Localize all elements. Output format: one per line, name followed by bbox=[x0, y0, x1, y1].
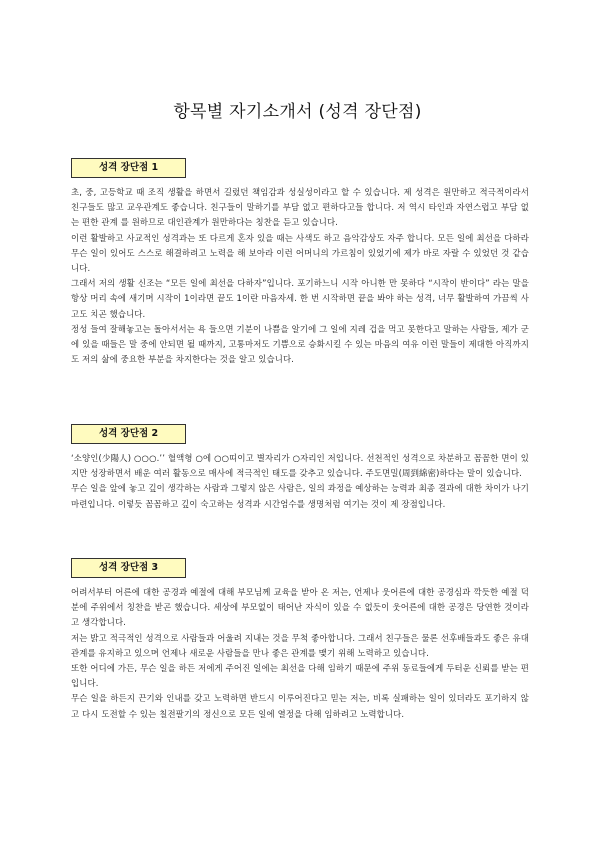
section-header-3: 성격 장단점 3 bbox=[71, 558, 186, 578]
section-body-2 bbox=[71, 451, 529, 512]
paragraph: 저는 밝고 적극적인 성격으로 사람들과 어울려 지내는 것을 무척 좋아합니다. 그래서 친구들은 물론 선후배들과도 좋은 유대관계를 유지하고 있으며 언제나 새로운 사람들을 만나 좋은 관계를 맺기 위해 노력하고 있습니다. bbox=[71, 632, 529, 658]
paragraph: 그래서 저의 생활 신조는 “모든 일에 최선을 다하자”입니다. 포기하느니 시작 아니한 만 못하다 “시작이 반이다” 라는 말을 항상 머리 속에 새기며 시작이 1이라면 끝도 1이란 마음자세. 한 번 시작하면 끝을 봐야 하는 성격, 너무 활발하여 가끔씩 사고도 치곤 했습니다. bbox=[71, 278, 529, 319]
paragraph: ‘소양인(少陽人) ○○○.’’ 혈액형 ○에 ○○띠이고 별자리가 ○자리인 저입니다. 선천적인 성격으로 차분하고 꼼꼼한 면이 있지만 성장하면서 배운 여러 활동으로 매사에 적극적인 태도를 갖추고 있습니다. 주도면밀(周到綿密)하다는 말이 있습니다. bbox=[71, 453, 529, 479]
paragraph: 초, 중, 고등학교 때 조직 생활을 하면서 길렀던 책임감과 성실성이라고 할 수 있습니다. 제 성격은 원만하고 적극적이라서 친구들도 많고 교우관계도 좋습니다. 친구들이 말하기를 부담 없고 편하다고들 합니다. 저 역시 타인과 자연스럽고 부담 없는 편한 관계 를 원하므로 대인관계가 원만하다는 칭찬을 듣고 있습니다. bbox=[71, 187, 529, 228]
section-header-2: 성격 장단점 2 bbox=[71, 424, 186, 444]
section-body-1 bbox=[71, 185, 529, 367]
paragraph: 또한 어디에 가든, 무슨 일을 하든 저에게 주어진 일에는 최선을 다해 임하기 때문에 주위 동료들에게 두터운 신뢰를 받는 편입니다. bbox=[71, 663, 529, 689]
paragraph: 어려서부터 어른에 대한 공경과 예절에 대해 부모님께 교육을 받아 온 저는, 언제나 웃어른에 대한 공경심과 깍듯한 예절 덕분에 주위에서 칭찬을 받곤 했습니다. 세상에 부모없이 태어난 자식이 있을 수 없듯이 웃어른에 대한 공경은 당연한 것이라고 생각합니다. bbox=[71, 587, 529, 628]
paragraph: 정성 들여 잘해놓고는 돌아서서는 욕 들으면 기분이 나쁨을 알기에 그 일에 지레 겁을 먹고 못한다고 말하는 사람들, 제가 군에 있을 때들은 말 중에 안되면 될 때까지, 고통마저도 기쁨으로 승화시킬 수 있는 마음의 여유 이런 말들이 제대한 아직까지도 저의 삶에 중요한 부분을 차지한다는 것을 알고 있습니다. bbox=[71, 323, 529, 365]
section-strengths-weaknesses-3 bbox=[71, 558, 529, 722]
section-strengths-weaknesses-2 bbox=[71, 424, 529, 512]
section-strengths-weaknesses-1 bbox=[71, 158, 529, 367]
paragraph: 이런 활발하고 사교적인 성격과는 또 다르게 혼자 있을 때는 사색도 하고 음악감상도 자주 합니다. 모든 일에 최선을 다하라 무슨 일이 있어도 스스로 해결하려고 노력을 해 보아라 이런 어머니의 가르침이 있었기에 제가 바로 자랄 수 있었던 것 같습니다. bbox=[71, 232, 529, 274]
section-header-1: 성격 장단점 1 bbox=[71, 158, 186, 178]
document-title: 항목별 자기소개서 (성격 장단점) bbox=[173, 102, 422, 122]
paragraph: 무슨 일을 하든지 끈기와 인내를 갖고 노력하면 반드시 이루어진다고 믿는 저는, 비록 실패하는 일이 있더라도 포기하지 않고 다시 도전할 수 있는 칠전팔기의 정신으로 모든 일에 열정을 다해 임하려고 노력합니다. bbox=[71, 693, 529, 719]
section-body-3 bbox=[71, 585, 529, 722]
paragraph: 무슨 일을 앞에 놓고 깊이 생각하는 사람과 그렇지 않은 사람은, 일의 과정을 예상하는 능력과 최종 결과에 대한 차이가 나기 마련입니다. 이렇듯 꼼꼼하고 깊이 숙고하는 성격과 시간엄수를 생명처럼 여기는 것이 제 장점입니다. bbox=[71, 483, 529, 509]
